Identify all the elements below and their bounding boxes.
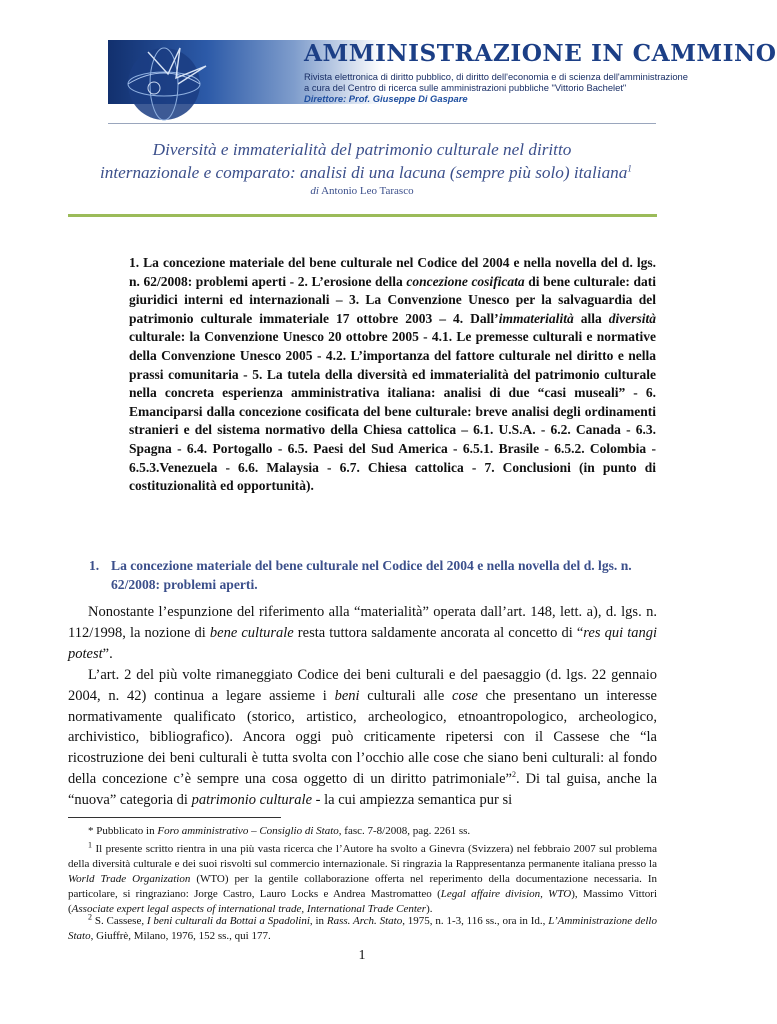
summary-text-1: 1. La concezione materiale del bene culturale nel Codice del 2004 e nella novella del d. lgs. n. 62/2008: problemi aperti - 2. L’erosione della — [129, 255, 656, 289]
title-divider — [68, 214, 657, 217]
journal-banner — [108, 40, 777, 104]
fn2-text-b: , in — [309, 915, 327, 927]
p2-text-d: . Di tal guisa, anche la “nuova” categoria di — [68, 771, 658, 809]
p2-emphasis-3: patrimonio culturale — [191, 792, 313, 809]
journal-director: Direttore: Prof. Giuseppe Di Gaspare — [304, 93, 468, 104]
article-title-line-2 — [100, 163, 632, 183]
body-paragraph-1 — [68, 602, 657, 665]
fn1-marker: 1 — [88, 840, 92, 850]
footnote-separator — [68, 817, 281, 818]
summary-emphasis-1: concezione cosificata — [406, 273, 525, 289]
article-summary — [129, 254, 656, 496]
fn2-text-c: , 1975, n. 1-3, 116 ss., ora in Id., — [402, 915, 549, 927]
article-title-text: internazionale e comparato: analisi di una lacuna (sempre più solo) italiana — [100, 163, 628, 182]
fn1-text-c: ), Massimo Vittori ( — [68, 888, 657, 915]
p2-emphasis-2: cose — [452, 687, 478, 704]
footnote-1 — [68, 842, 657, 917]
fn1-emphasis-1: World Trade Organization — [68, 873, 191, 885]
p2-emphasis-1: beni — [334, 687, 360, 704]
p1-emphasis-2: res qui tangi potest — [68, 624, 657, 662]
globe-logo-icon — [118, 44, 214, 104]
summary-emphasis-2: immaterialità — [498, 310, 574, 326]
fn2-marker: 2 — [88, 912, 92, 922]
summary-emphasis-3: diversità — [608, 310, 656, 326]
fn1-emphasis-2: Legal affaire division, WTO — [440, 888, 572, 900]
p2-text-b: culturali alle — [359, 687, 453, 704]
p1-text-a: Nonostante l’espunzione del riferimento alla “materialità” operata dall’art. 148, lett. a), d. lgs. n. 112/1998, la nozione di — [68, 604, 657, 641]
summary-text-4: culturale: la Convenzione Unesco 20 ottobre 2005 - 4.1. Le premesse culturali e normative della Convenzione Unesco 2005 - 4.2. L’importanza del fattore culturale nel diritto e nella prassi comunitaria - 5. La tutela della diversità ed immaterialità del patrimonio culturale nella concreta esperienza amministrativa italiana: analisi di due “casi museali” - 6. Emanciparsi dalla concezione cosificata del bene culturale: breve analisi degli ordinamenti stranieri e del sistema normativo della Chiesa cattolica – 6.1. U.S.A. - 6.2. Canada - 6.3. Spagna - 6.4. Portogallo - 6.5. Paesi del Sud America - 6.5.1. Brasile - 6.5.2. Colombia - 6.5.3.Venezuela - 6.6. Malaysia - 6.7. Chiesa cattolica - 7. Conclusioni (in punto di costituzionalità ed opportunità). — [129, 329, 656, 494]
article-body — [68, 602, 657, 811]
page-number: 1 — [358, 948, 366, 963]
section-heading-text: La concezione materiale del bene culturale nel Codice del 2004 e nella novella del d. lgs. n. 62/2008: problemi aperti. — [111, 558, 632, 592]
section-heading — [89, 557, 657, 594]
header-divider — [108, 123, 656, 124]
fn1-text-a: Il presente scritto rientra in una più vasta ricerca che l’Autore ha svolto a Ginevra (Svizzera) nel febbraio 2007 sul problema della diversità culturale e dei suoi risvolti sul commercio internazionale. Si ringrazia la Rappresentanza permanente italiana presso la — [68, 843, 657, 870]
footnote-ref-2: 2 — [511, 770, 516, 780]
p2-text-c: che presentano un interesse normativamente qualificato (storico, artistico, archeologico, etnoantropologico, archeologico, archivistico, bibliografico). Ancora oggi può criticamente ripetersi con il Cassese che “la ricostruzione dei beni culturali è tutta svolta con l’occhio alle cose che siano beni culturali: al fondo della concezione c’è sempre una cosa oggetto di un diritto patrimoniale” — [68, 687, 657, 788]
journal-subtitle-line-1: Rivista elettronica di diritto pubblico, di diritto dell'economia e di scienza dell'amministrazione — [304, 71, 688, 82]
body-paragraph-2 — [68, 665, 657, 811]
byline-di: di — [310, 185, 319, 197]
fn0-text-b: , fasc. 7-8/2008, pag. 2261 ss. — [338, 825, 471, 837]
p1-text-c: ”. — [102, 645, 113, 662]
fn1-text-d: ). — [426, 903, 433, 915]
fn1-emphasis-3: Associate expert legal aspects of international trade, International Trade Center — [71, 903, 427, 915]
summary-text-2: di bene culturale: dati giuridici interni ed internazionali – 3. La Convenzione Unesco per la salvaguardia del patrimonio culturale immateriale 17 ottobre 2003 – 4. Dall’ — [129, 273, 656, 326]
section-number: 1. — [89, 558, 100, 573]
summary-text-3: alla — [573, 310, 609, 326]
p1-emphasis-1: bene culturale — [209, 624, 294, 641]
journal-subtitle-line-2: a cura del Centro di ricerca sulle amministrazioni pubbliche "Vittorio Bachelet" — [304, 82, 627, 93]
p1-text-b: resta tuttora saldamente ancorata al concetto di “ — [293, 624, 584, 641]
footnote-publication — [68, 824, 657, 839]
title-footnote-ref: 1 — [627, 163, 632, 174]
fn0-emphasis: Foro amministrativo – Consiglio di Stato — [157, 825, 339, 837]
article-byline — [100, 185, 624, 197]
fn2-text-a: S. Cassese, — [92, 915, 147, 927]
footnote-2 — [68, 914, 657, 944]
fn2-text-d: , Giuffrè, Milano, 1976, 152 ss., qui 177. — [90, 930, 271, 942]
fn2-emphasis-3: L’Amministrazione dello Stato — [68, 915, 657, 942]
journal-title: AMMINISTRAZIONE IN CAMMINO — [304, 40, 777, 67]
article-title-line-1: Diversità e immaterialità del patrimonio culturale nel diritto — [152, 140, 572, 159]
article-author: Antonio Leo Tarasco — [321, 185, 414, 197]
fn2-emphasis-1: I beni culturali da Bottai a Spadolini — [146, 915, 310, 927]
fn1-text-b: (WTO) per la gentile collaborazione offerta nel reperimento della documentazione necessaria. In particolare, si ringraziano: Jorge Castro, Lauro Locks e Andrea Mastromatteo ( — [68, 873, 657, 900]
fn2-emphasis-2: Rass. Arch. Stato — [326, 915, 403, 927]
p2-text-e: - la cui ampiezza semantica pur si — [312, 792, 513, 809]
fn0-text-a: * Pubblicato in — [88, 825, 158, 837]
p2-text-a: L’art. 2 del più volte rimaneggiato Codice dei beni culturali e del paesaggio (d. lgs. 22 gennaio 2004, n. 42) continua a legare assieme i — [68, 666, 657, 704]
